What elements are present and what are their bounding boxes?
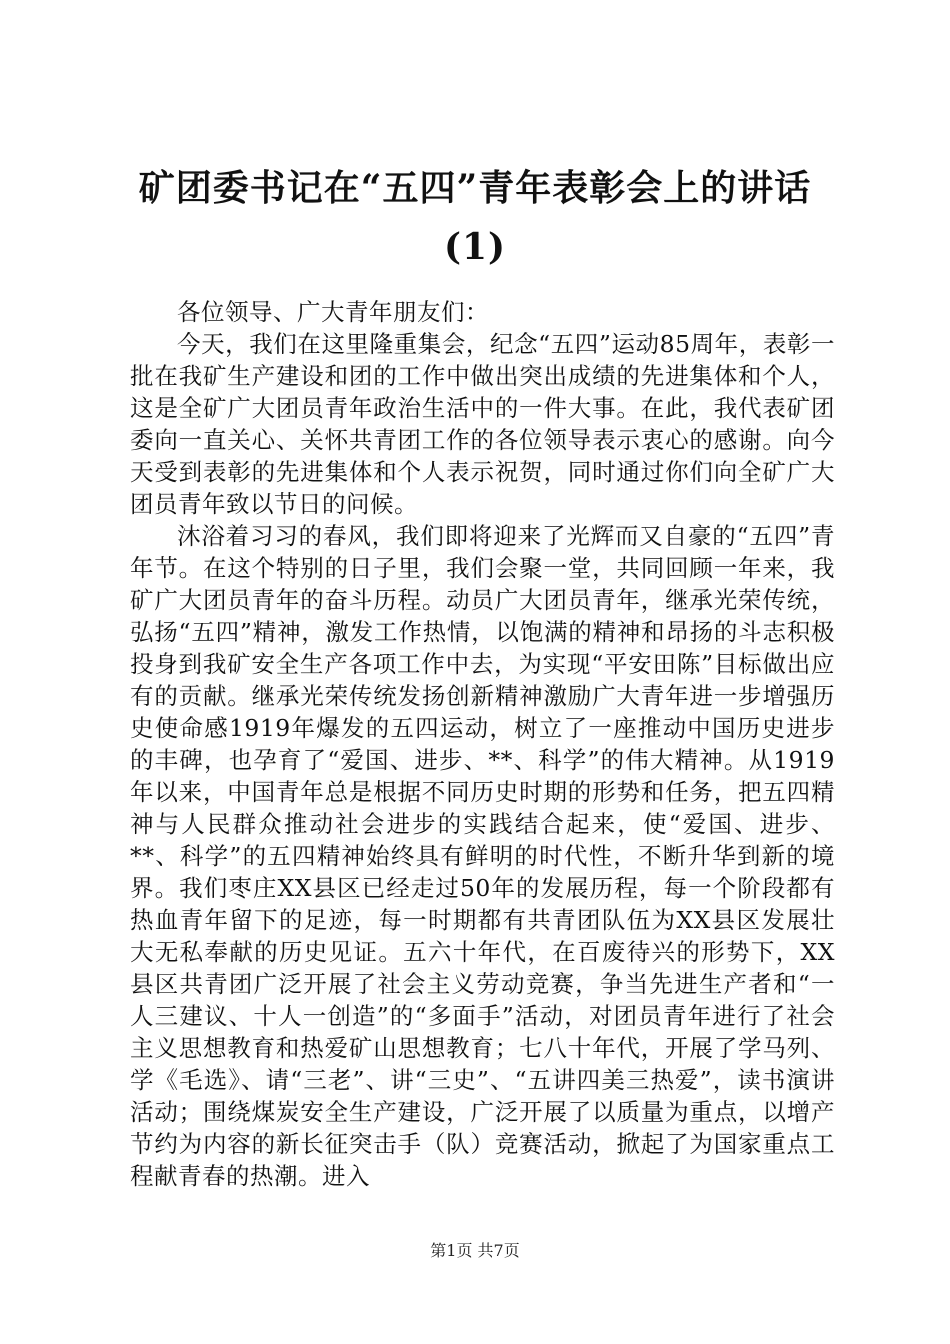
document-title: 矿团委书记在“五四”青年表彰会上的讲话: [138, 167, 812, 209]
page-number: 第1页 共7页: [430, 1241, 520, 1260]
document-title-suffix: (1): [443, 226, 507, 268]
salutation: 各位领导、广大青年朋友们：: [177, 298, 489, 326]
document-body: [130, 296, 835, 1192]
paragraph: 今天，我们在这里隆重集会，纪念“五四”运动85周年，表彰一批在我矿生产建设和团的工作中做出突出成绩的先进集体和个人，这是全矿广大团员青年政治生活中的一件大事。在此，我代表矿团委向一直关心、关怀共青团工作的各位领导表示衷心的感谢。向今天受到表彰的先进集体和个人表示祝贺，同时通过你们向全矿广大团员青年致以节日的问候。: [130, 330, 835, 518]
paragraph: 沐浴着习习的春风，我们即将迎来了光辉而又自豪的“五四”青年节。在这个特别的日子里，我们会聚一堂，共同回顾一年来，我矿广大团员青年的奋斗历程。动员广大团员青年，继承光荣传统，弘扬“五四”精神，激发工作热情，以饱满的精神和昂扬的斗志积极投身到我矿安全生产各项工作中去，为实现“平安田陈”目标做出应有的贡献。继承光荣传统发扬创新精神激励广大青年进一步增强历史使命感1919年爆发的五四运动，树立了一座推动中国历史进步的丰碑，也孕育了“爱国、进步、**、科学”的伟大精神。从1919年以来，中国青年总是根据不同历史时期的形势和任务，把五四精神与人民群众推动社会进步的实践结合起来，使“爱国、进步、**、科学”的五四精神始终具有鲜明的时代性，不断升华到新的境界。我们枣庄XX县区已经走过50年的发展历程，每一个阶段都有热血青年留下的足迹，每一时期都有共青团队伍为XX县区发展壮大无私奉献的历史见证。五六十年代，在百废待兴的形势下，XX县区共青团广泛开展了社会主义劳动竞赛，争当先进生产者和“一人三建议、十人一创造”的“多面手”活动，对团员青年进行了社会主义思想教育和热爱矿山思想教育；七八十年代，开展了学马列、学《毛选》、请“三老”、讲“三史”、“五讲四美三热爱”，读书演讲活动；围绕煤炭安全生产建设，广泛开展了以质量为重点，以增产节约为内容的新长征突击手（队）竞赛活动，掀起了为国家重点工程献青春的热潮。进入: [130, 522, 835, 1190]
